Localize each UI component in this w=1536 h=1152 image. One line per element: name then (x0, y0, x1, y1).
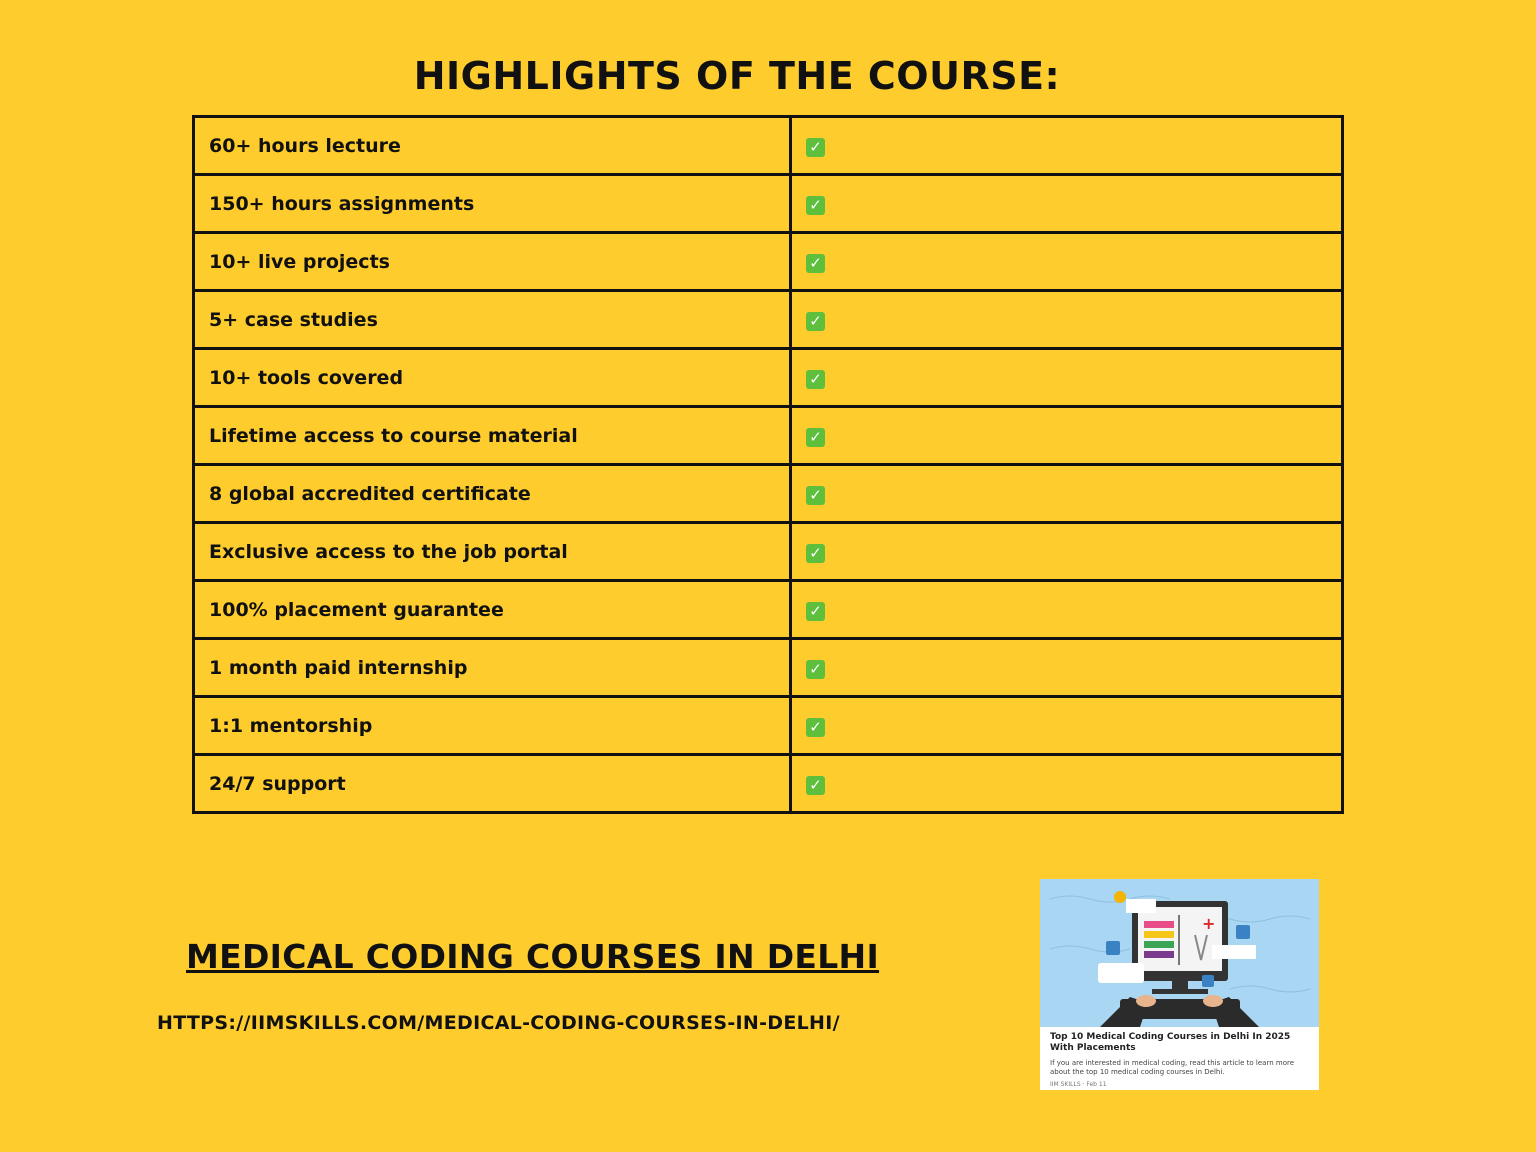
checkmark-icon: ✓ (806, 254, 825, 273)
table-row (194, 117, 1343, 175)
row-label: 24/7 support (194, 755, 791, 813)
checkmark-icon: ✓ (806, 196, 825, 215)
checkmark-icon: ✓ (806, 370, 825, 389)
row-label: 10+ live projects (194, 233, 791, 291)
article-url-link[interactable]: HTTPS://IIMSKILLS.COM/MEDICAL-CODING-COURSES-IN-DELHI/ (157, 1012, 840, 1034)
table-row (194, 233, 1343, 291)
checkmark-icon: ✓ (806, 312, 825, 331)
table-row (194, 523, 1343, 581)
row-label: 150+ hours assignments (194, 175, 791, 233)
table-row (194, 697, 1343, 755)
checkmark-icon: ✓ (806, 776, 825, 795)
checkmark-icon: ✓ (806, 486, 825, 505)
preview-description: If you are interested in medical coding, read this article to learn more about the top 10 medical coding courses in Delhi. (1050, 1059, 1295, 1076)
table-row (194, 349, 1343, 407)
checkmark-icon: ✓ (806, 428, 825, 447)
row-label: 1 month paid internship (194, 639, 791, 697)
link-preview-card[interactable] (1040, 879, 1319, 1090)
table-row (194, 755, 1343, 813)
checkmark-icon: ✓ (806, 660, 825, 679)
row-label: 8 global accredited certificate (194, 465, 791, 523)
checkmark-icon: ✓ (806, 138, 825, 157)
table-row (194, 291, 1343, 349)
table-row (194, 407, 1343, 465)
checkmark-icon: ✓ (806, 602, 825, 621)
row-label: 5+ case studies (194, 291, 791, 349)
medical-coding-illustration (1040, 879, 1319, 1027)
highlights-table (192, 115, 1344, 814)
row-label: 60+ hours lecture (194, 117, 791, 175)
row-label: Exclusive access to the job portal (194, 523, 791, 581)
table-row (194, 465, 1343, 523)
preview-meta: IIM SKILLS · Feb 11 (1050, 1081, 1107, 1088)
preview-title: Top 10 Medical Coding Courses in Delhi In 2025 With Placements (1050, 1032, 1291, 1053)
row-label: Lifetime access to course material (194, 407, 791, 465)
checkmark-icon: ✓ (806, 544, 825, 563)
row-label: 1:1 mentorship (194, 697, 791, 755)
table-row (194, 175, 1343, 233)
table-row (194, 581, 1343, 639)
row-label: 100% placement guarantee (194, 581, 791, 639)
table-row (194, 639, 1343, 697)
row-label: 10+ tools covered (194, 349, 791, 407)
svg-text:+: + (1202, 914, 1216, 933)
page-title: HIGHLIGHTS OF THE COURSE: (413, 54, 1061, 98)
checkmark-icon: ✓ (806, 718, 825, 737)
article-link-title[interactable]: MEDICAL CODING COURSES IN DELHI (186, 937, 880, 976)
